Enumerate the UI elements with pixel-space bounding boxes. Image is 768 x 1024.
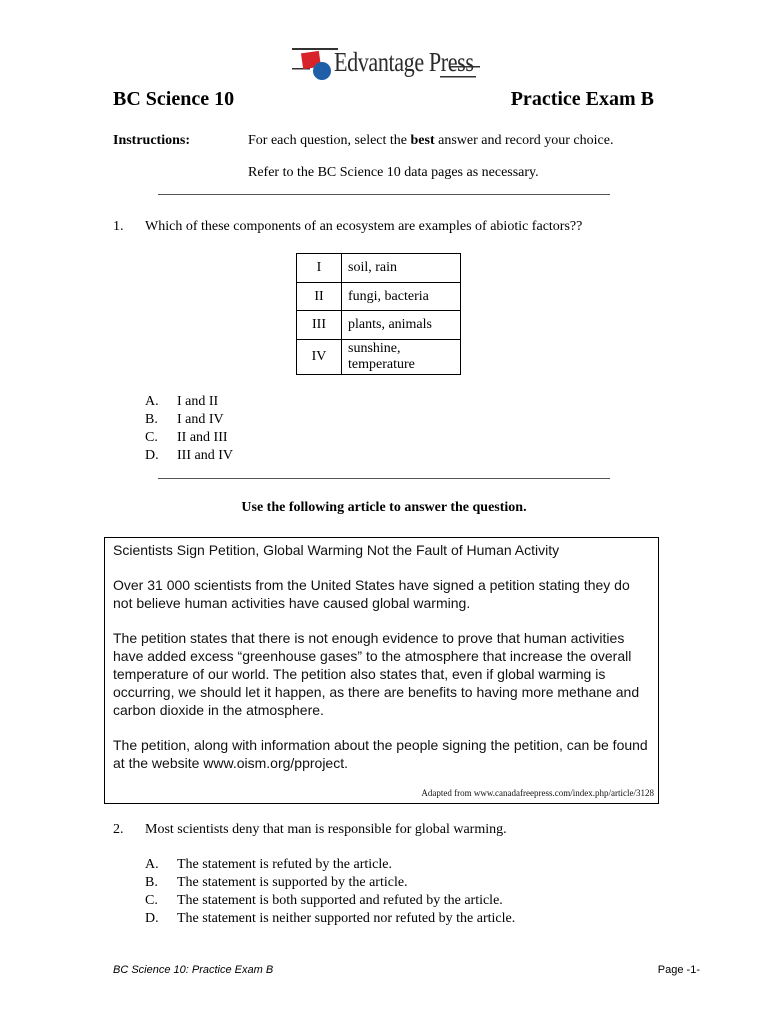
instructions-text (248, 133, 613, 149)
article-headline: Scientists Sign Petition, Global Warming Not the Fault of Human Activity (113, 542, 560, 558)
page-number: Page -1- (657, 964, 700, 976)
table-row (297, 254, 461, 283)
table-cell-number: III (297, 311, 342, 340)
instructions-text-bold: best (410, 133, 435, 148)
question-text: Which of these components of an ecosystem are examples of abiotic factors?? (145, 219, 583, 234)
option-text: The statement is supported by the article. (177, 875, 408, 890)
data-pages-note: Refer to the BC Science 10 data pages as necessary. (248, 165, 539, 180)
brand-name: Edvantage Press (334, 47, 474, 77)
option-letter: A. (145, 394, 159, 409)
factors-table (296, 253, 461, 375)
table-cell-text: fungi, bacteria (342, 283, 461, 311)
option-letter: A. (145, 857, 159, 872)
answer-options (145, 856, 515, 928)
article-source: Adapted from www.canadafreepress.com/index.php/article/3128 (421, 788, 654, 798)
answer-option[interactable] (145, 874, 515, 892)
answer-options (145, 393, 233, 465)
answer-option[interactable] (145, 447, 233, 465)
question-text: Most scientists deny that man is responsible for global warming. (145, 822, 507, 837)
option-letter: D. (145, 448, 159, 463)
table-cell-text: soil, rain (342, 254, 461, 283)
answer-option[interactable] (145, 892, 515, 910)
footer-title: BC Science 10: Practice Exam B (113, 964, 274, 976)
article-heading: Use the following article to answer the question. (241, 500, 527, 515)
article-paragraph: The petition states that there is not enough evidence to prove that human activities have added excess “greenhouse gases” to the atmosphere that increase the overall temperature of our world. The petition also states that, even if global warming is occurring, we should let it happen, as there are benefits to having more methane and carbon dioxide in the atmosphere. (113, 630, 640, 718)
option-text: The statement is neither supported nor refuted by the article. (177, 911, 516, 926)
answer-option[interactable] (145, 411, 233, 429)
course-title: BC Science 10 (113, 88, 235, 110)
table-cell-text: sunshine, temperature (342, 340, 461, 375)
article-paragraph: Over 31 000 scientists from the United States have signed a petition stating they do not believe human activities have caused global warming. (113, 577, 630, 611)
table-cell-number: II (297, 283, 342, 311)
answer-option[interactable] (145, 393, 233, 411)
answer-option[interactable] (145, 910, 515, 928)
article-paragraph: The petition, along with information about the people signing the petition, can be found at the website www.oism.org/pproject. (113, 737, 648, 771)
option-letter: D. (145, 911, 159, 926)
answer-option[interactable] (145, 856, 515, 874)
option-text: I and IV (177, 412, 224, 427)
publisher-logo (290, 44, 490, 84)
table-cell-text: plants, animals (342, 311, 461, 340)
instructions-text-end: answer and record your choice. (434, 133, 614, 148)
table-row (297, 311, 461, 340)
table-row (297, 340, 461, 375)
option-letter: B. (145, 875, 158, 890)
table-cell-number: I (297, 254, 342, 283)
question-number: 1. (113, 219, 124, 234)
divider (158, 478, 610, 479)
divider (158, 194, 610, 195)
table-cell-number: IV (297, 340, 342, 375)
question-number: 2. (113, 822, 124, 837)
option-letter: B. (145, 412, 158, 427)
exam-title: Practice Exam B (510, 88, 654, 110)
instructions-text-start: For each question, select the (248, 133, 411, 148)
option-letter: C. (145, 430, 158, 445)
article-box (104, 537, 659, 804)
answer-option[interactable] (145, 429, 233, 447)
instructions-label: Instructions: (113, 133, 191, 148)
option-text: II and III (177, 430, 228, 445)
option-text: I and II (177, 394, 219, 409)
option-text: The statement is both supported and refuted by the article. (177, 893, 503, 908)
option-text: III and IV (177, 448, 233, 463)
option-text: The statement is refuted by the article. (177, 857, 392, 872)
option-letter: C. (145, 893, 158, 908)
table-row (297, 283, 461, 311)
